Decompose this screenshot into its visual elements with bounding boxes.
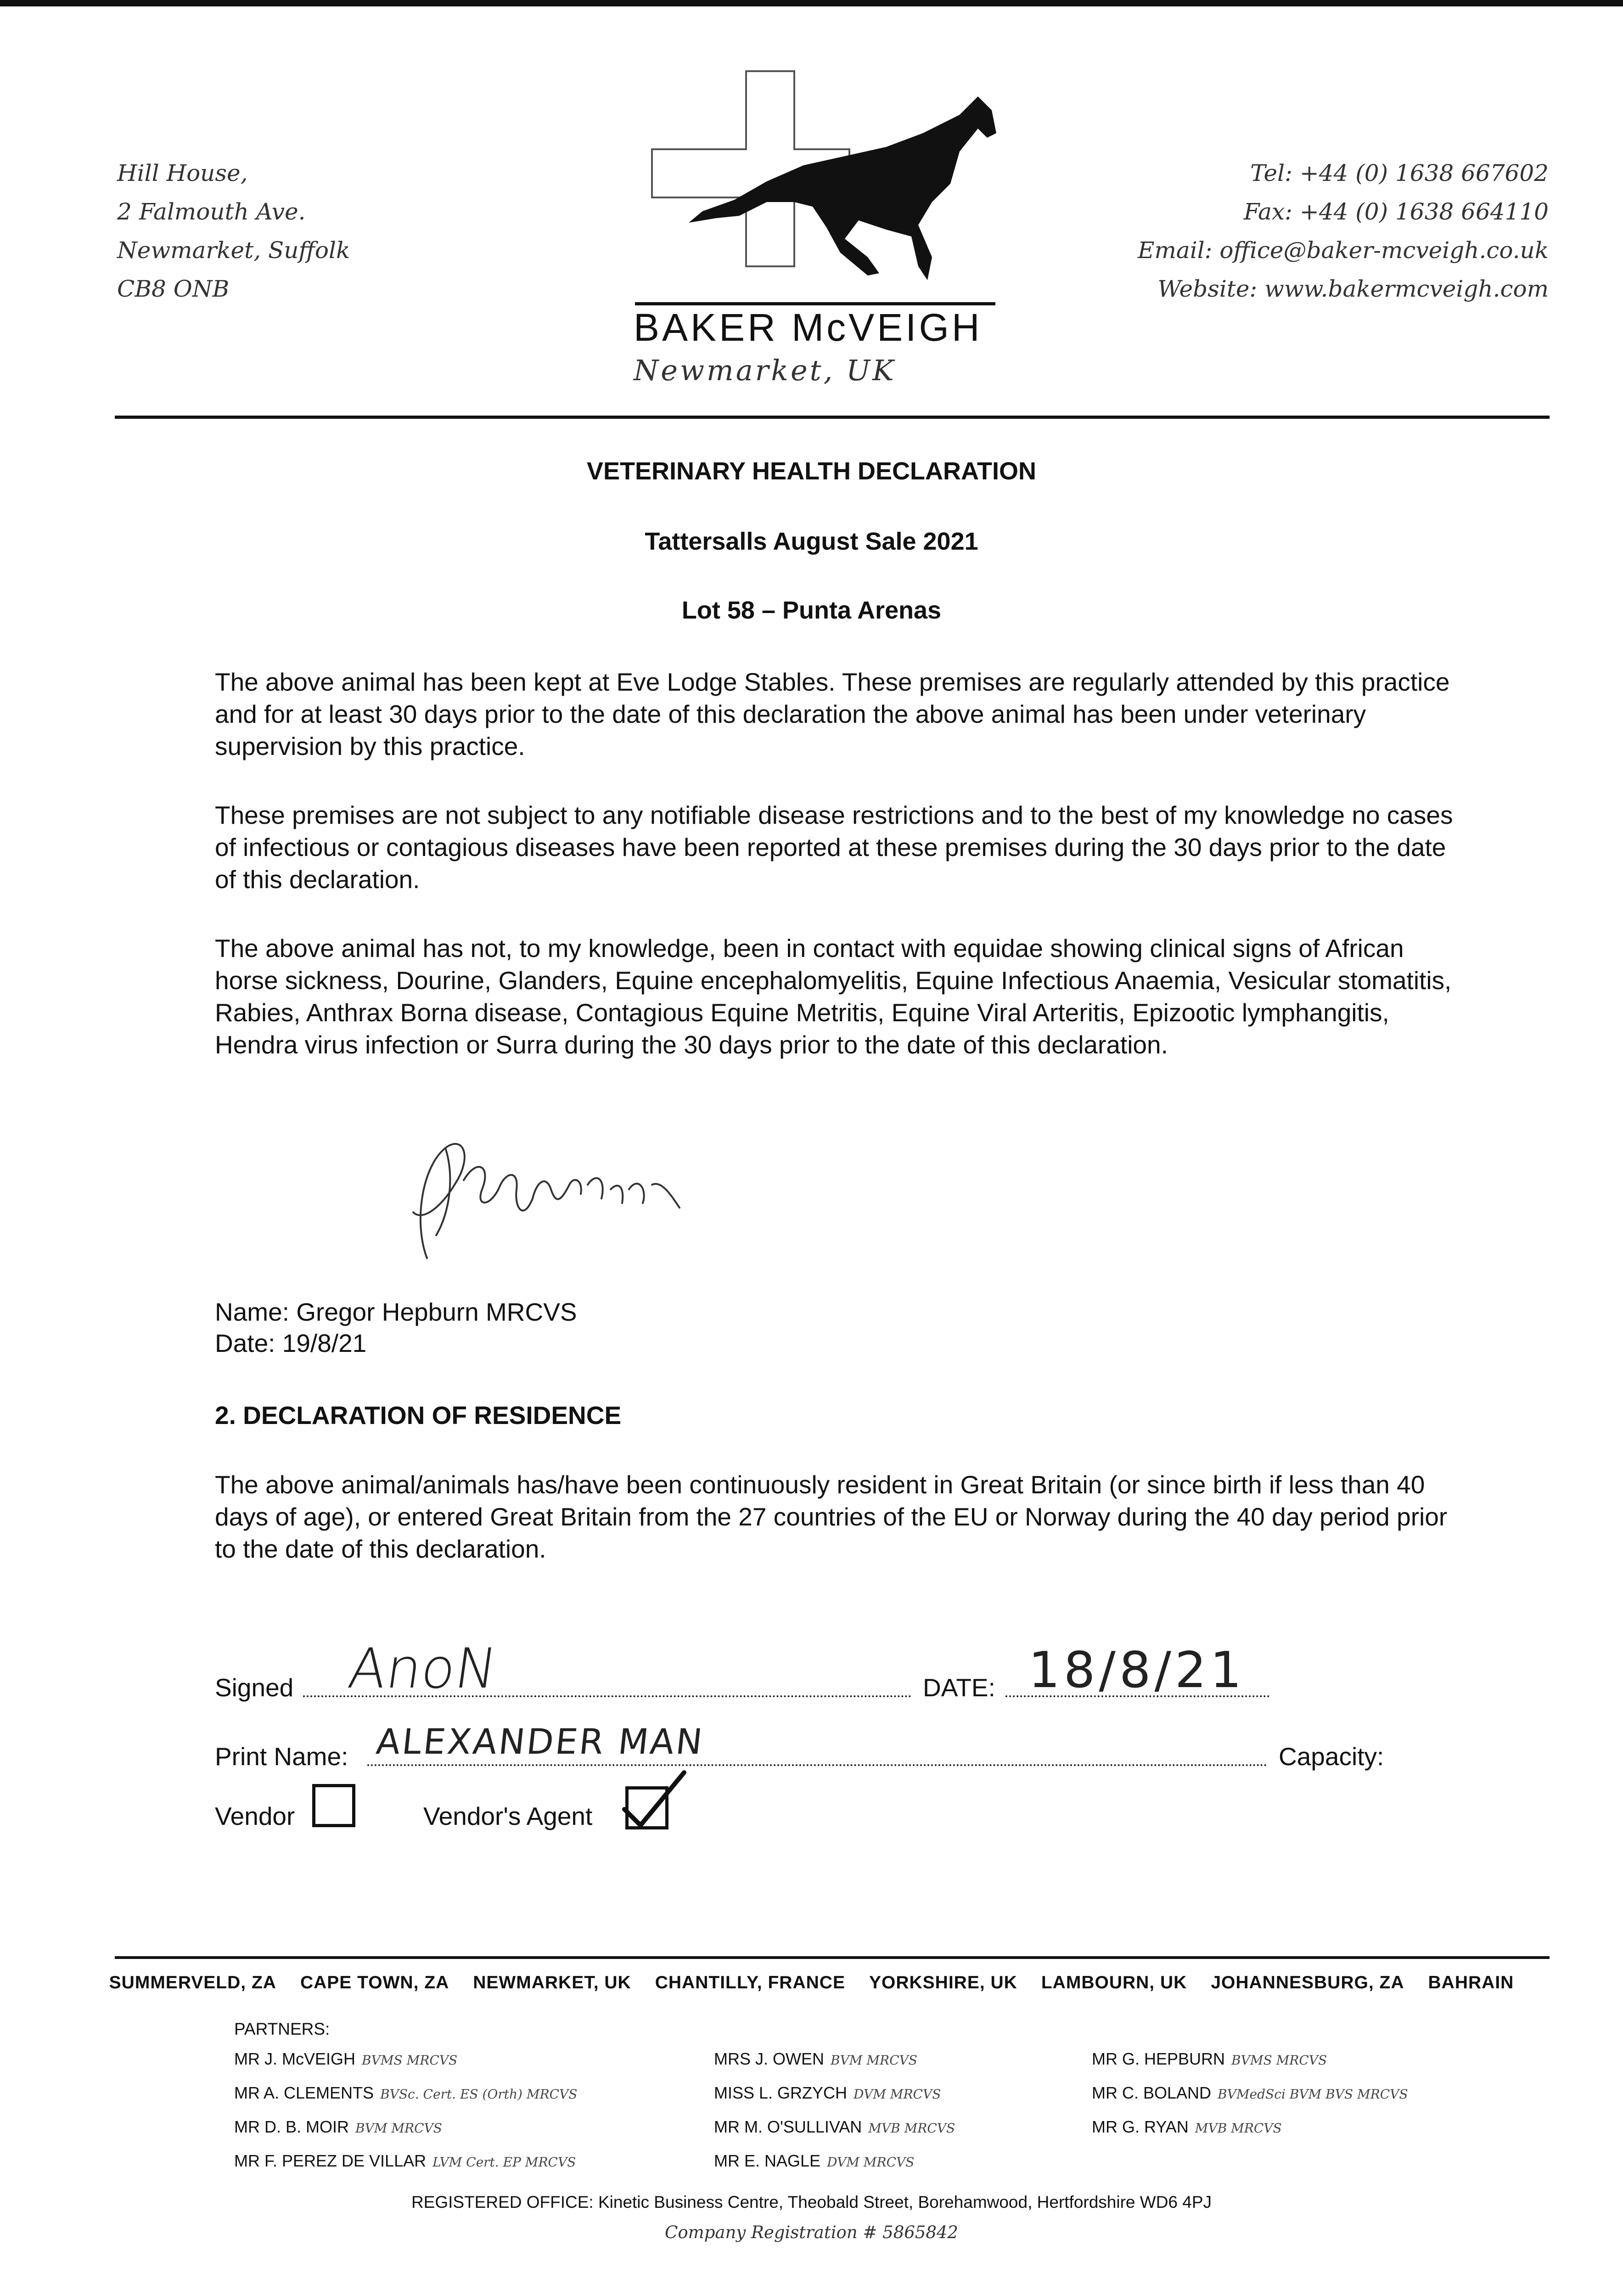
signed-label: Signed xyxy=(215,1673,294,1702)
partner-entry: MR M. O'SULLIVAN MVB MRCVS xyxy=(714,2117,955,2136)
address-line: Hill House, xyxy=(117,160,248,186)
location-item: JOHANNESBURG, ZA xyxy=(1211,1973,1404,1992)
contact-website: Website: www.bakermcveigh.com xyxy=(1157,276,1549,302)
location-item: BAHRAIN xyxy=(1428,1973,1514,1992)
office-locations xyxy=(0,1973,1623,1993)
document-title: VETERINARY HEALTH DECLARATION xyxy=(586,457,1036,485)
date-handwritten: 18/8/21 xyxy=(1028,1642,1246,1699)
paragraph-restrictions: These premises are not subject to any notifiable disease restrictions and to the best of my knowledge no cases of infectious or contagious diseases have been reported at these premises during the 30 days prior to the date of this declaration. xyxy=(215,801,1453,894)
location-item: SUMMERVELD, ZA xyxy=(109,1973,276,1992)
address-line: Newmarket, Suffolk xyxy=(117,237,350,264)
top-edge-line xyxy=(0,0,1623,6)
print-name-dotted-line xyxy=(367,1764,1267,1766)
vet-date: Date: 19/8/21 xyxy=(215,1329,367,1357)
contact-email: Email: office@baker-mcveigh.co.uk xyxy=(1137,237,1549,264)
location-item: NEWMARKET, UK xyxy=(473,1973,631,1992)
contact-block xyxy=(1138,154,1549,308)
brand-location: Newmarket, UK xyxy=(634,354,896,387)
contact-tel: Tel: +44 (0) 1638 667602 xyxy=(1250,160,1549,186)
partner-entry: MRS J. OWEN BVM MRCVS xyxy=(714,2049,917,2068)
date-label: DATE: xyxy=(923,1673,995,1702)
location-item: CAPE TOWN, ZA xyxy=(300,1973,449,1992)
header-divider xyxy=(115,416,1550,419)
partner-entry: MR E. NAGLE DVM MRCVS xyxy=(714,2151,915,2170)
address-line: CB8 ONB xyxy=(117,276,230,302)
partner-entry: MR D. B. MOIR BVM MRCVS xyxy=(234,2117,442,2136)
vendor-checkbox[interactable] xyxy=(312,1784,355,1827)
horse-silhouette xyxy=(689,96,996,280)
partner-entry: MISS L. GRZYCH DVM MRCVS xyxy=(714,2083,941,2102)
company-registration: Company Registration # 5865842 xyxy=(665,2223,958,2242)
partners-column-3 xyxy=(1092,2043,1408,2144)
location-item: YORKSHIRE, UK xyxy=(869,1973,1017,1992)
check-mark-icon xyxy=(615,1768,689,1837)
residence-heading: 2. DECLARATION OF RESIDENCE xyxy=(215,1401,622,1429)
footer-divider xyxy=(115,1956,1550,1959)
lot-title: Lot 58 – Punta Arenas xyxy=(681,597,942,624)
vendor-label: Vendor xyxy=(215,1802,295,1830)
sale-title: Tattersalls August Sale 2021 xyxy=(645,528,978,555)
address-block xyxy=(117,154,350,308)
residence-text: The above animal/animals has/have been continuously resident in Great Britain (or since birth if less than 40 days of age), or entered Great Britain from the 27 countries of the EU or Norway during the 40 day period prior to the date of this declaration. xyxy=(215,1470,1448,1563)
location-item: CHANTILLY, FRANCE xyxy=(655,1973,845,1992)
horse-cross-logo xyxy=(629,64,1005,321)
paragraph-contact: The above animal has not, to my knowledge, been in contact with equidae showing clinical signs of African horse sickness, Dourine, Glanders, Equine encephalomyelitis, Equine Infectious Anaemia, Vesicular stomatitis, Rabies, Anthrax Borna disease, Contagious Equine Metritis, Equine Viral Arteritis, Epizootic lymphangitis, Hendra virus infection or Surra during the 30 days prior to the date of this declaration. xyxy=(215,934,1452,1059)
brand-name: BAKER McVEIGH xyxy=(634,306,983,349)
partners-column-1 xyxy=(234,2043,577,2178)
vet-signature xyxy=(386,1130,707,1272)
vet-name: Name: Gregor Hepburn MRCVS xyxy=(215,1298,577,1326)
print-name-handwritten: ALEXANDER MAN xyxy=(374,1721,706,1762)
location-item: LAMBOURN, UK xyxy=(1041,1973,1187,1992)
partner-entry: MR F. PEREZ DE VILLAR LVM Cert. EP MRCVS xyxy=(234,2151,576,2170)
partner-entry: MR A. CLEMENTS BVSc. Cert. ES (Orth) MRCVS xyxy=(234,2083,578,2102)
capacity-label: Capacity: xyxy=(1279,1742,1384,1771)
contact-fax: Fax: +44 (0) 1638 664110 xyxy=(1243,198,1549,225)
registered-office: REGISTERED OFFICE: Kinetic Business Centre, Theobald Street, Borehamwood, Hertfordshire WD6 4PJ xyxy=(411,2193,1212,2212)
partner-entry: MR G. HEPBURN BVMS MRCVS xyxy=(1092,2049,1327,2068)
vendor-agent-label: Vendor's Agent xyxy=(423,1802,593,1830)
partner-entry: MR G. RYAN MVB MRCVS xyxy=(1092,2117,1282,2136)
paragraph-premises: The above animal has been kept at Eve Lodge Stables. These premises are regularly attended by this practice and for at least 30 days prior to the date of this declaration the above animal has been under veterinary supervision by this practice. xyxy=(215,668,1450,760)
partner-entry: MR C. BOLAND BVMedSci BVM BVS MRCVS xyxy=(1092,2083,1408,2102)
partner-entry: MR J. McVEIGH BVMS MRCVS xyxy=(234,2049,458,2068)
partners-column-2 xyxy=(714,2043,955,2178)
partners-label: PARTNERS: xyxy=(234,2020,330,2038)
address-line: 2 Falmouth Ave. xyxy=(117,198,306,225)
signed-signature: AnoN xyxy=(344,1637,501,1701)
print-name-label: Print Name: xyxy=(215,1742,348,1771)
